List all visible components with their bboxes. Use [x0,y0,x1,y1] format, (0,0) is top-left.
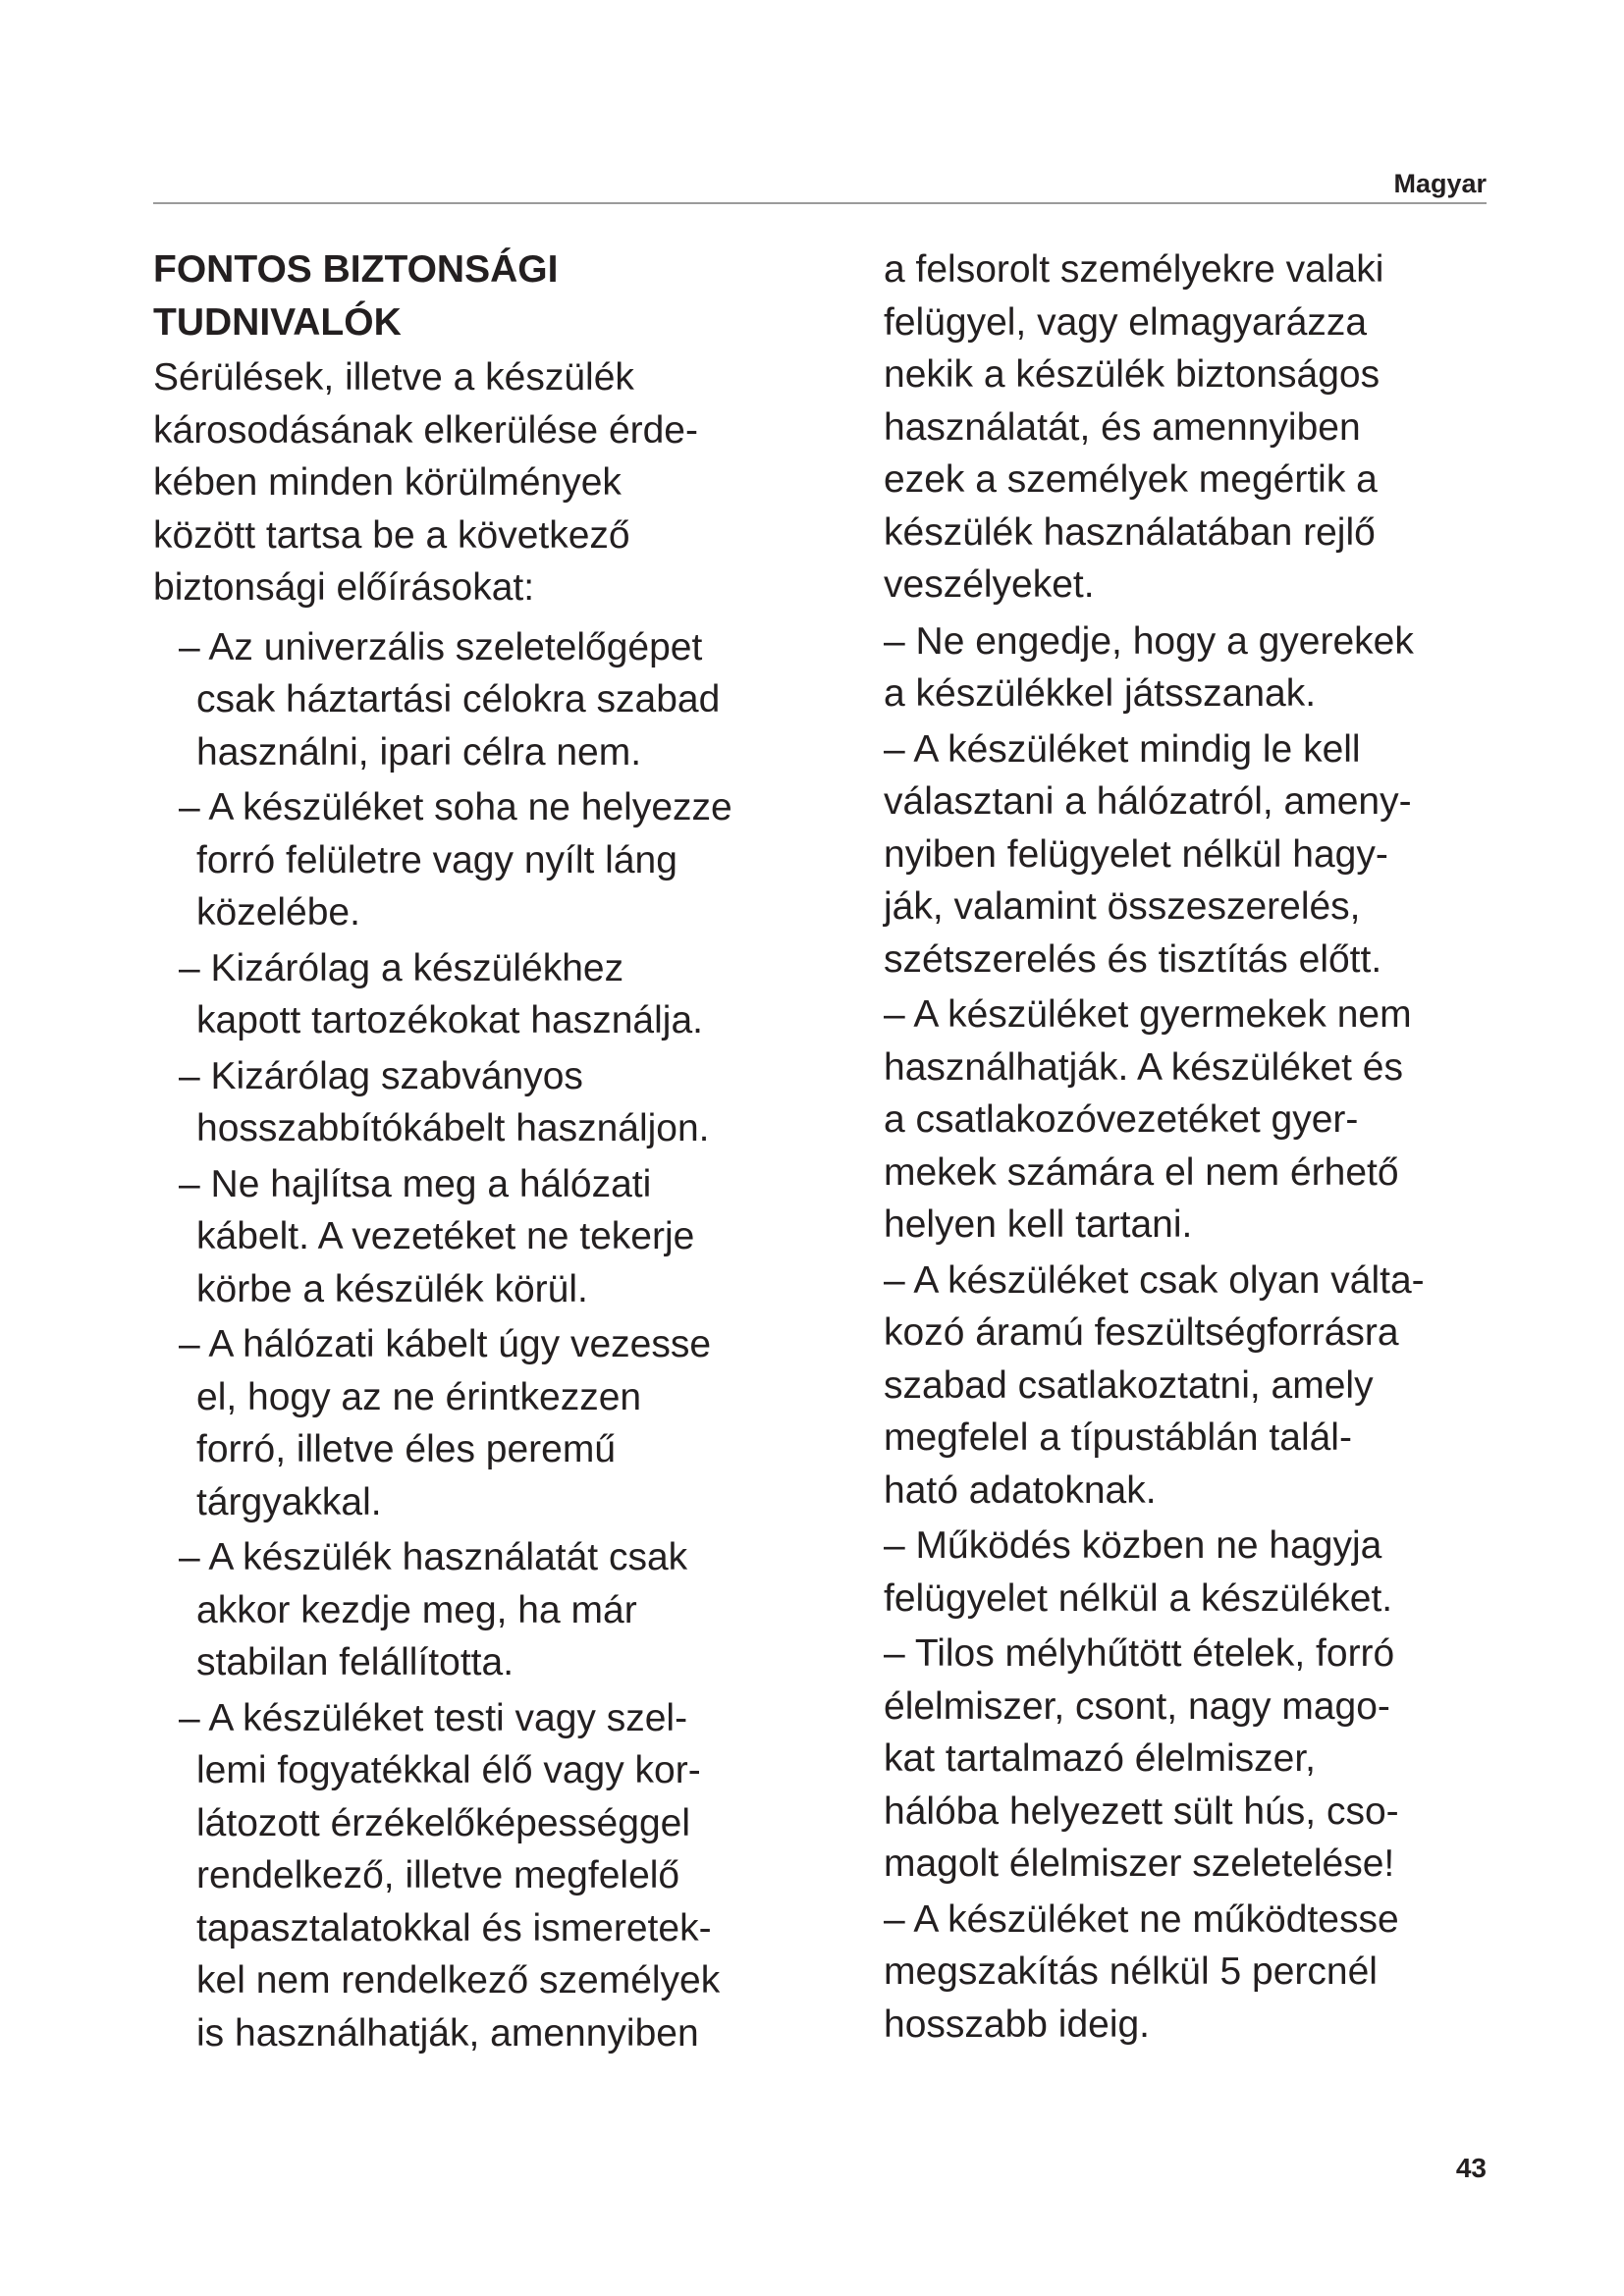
list-item-line: közelébe. [196,891,360,934]
continued-line: veszélyeket. [884,563,1095,606]
list-item-line: akkor kezdje meg, ha már [196,1588,637,1631]
safety-list-right [884,615,1512,2052]
list-item [153,1692,860,2060]
section-title-line: FONTOS BIZTONSÁGI [153,248,559,291]
list-item-line: kel nem rendelkező személyek [196,1959,721,2002]
intro-line: Sérülések, illetve a készülék [153,356,634,399]
section-title-line: TUDNIVALÓK [153,301,402,344]
list-item-line: tapasztalatokkal és ismeretek- [196,1906,712,1949]
list-item-line: magolt élelmiszer szeletelése! [884,1842,1395,1885]
list-item-line: szabad csatlakoztatni, amely [884,1363,1374,1407]
list-item-line: használni, ipari célra nem. [196,730,642,774]
intro-line: kében minden körülmények [153,461,622,504]
list-item-line: forró felületre vagy nyílt láng [196,838,677,881]
list-item [884,988,1512,1252]
header-divider [153,202,1487,204]
right-column [884,243,1512,2054]
list-item-line: kat tartalmazó élelmiszer, [884,1737,1316,1780]
list-item-line: kozó áramú feszültségforrásra [884,1311,1399,1354]
list-item-line: a csatlakozóvezetéket gyer- [884,1098,1359,1141]
page-number: 43 [1455,2153,1487,2183]
list-item-line: rendelkező, illetve megfelelő [196,1854,680,1896]
list-item-line: élelmiszer, csont, nagy mago- [884,1684,1390,1728]
list-item-line: ható adatoknak. [884,1468,1157,1512]
list-item-line: – Működés közben ne hagyja [884,1524,1382,1567]
list-item-line: szétszerelés és tisztítás előtt. [884,937,1382,981]
section-title [153,243,860,349]
list-item-line: – A készülék használatát csak [179,1536,688,1578]
list-item-line: tárgyakkal. [196,1480,382,1523]
list-item-line: kapott tartozékokat használja. [196,999,703,1041]
list-item-line: hálóba helyezett sült hús, cso- [884,1789,1399,1833]
continued-paragraph [884,243,1512,612]
continued-line: használatát, és amennyiben [884,405,1361,449]
continued-line: nekik a készülék biztonságos [884,353,1380,396]
list-item-line: nyiben felügyelet nélkül hagy- [884,832,1388,876]
continued-line: ezek a személyek megértik a [884,458,1378,501]
list-item [884,615,1512,721]
list-item-line: – A készüléket soha ne helyezze [179,786,732,828]
list-item [884,1520,1512,1625]
list-item-line: ják, valamint összeszerelés, [884,885,1361,928]
intro-line: között tartsa be a következő [153,513,630,557]
list-item-line: – Ne engedje, hogy a gyerekek [884,619,1414,663]
continued-line: a felsorolt személyekre valaki [884,248,1384,291]
continued-line: készülék használatában rejlő [884,510,1376,554]
list-item [153,1050,860,1155]
list-item-line: használhatják. A készüléket és [884,1045,1403,1089]
list-item-line: – A készüléket testi vagy szel- [179,1696,688,1739]
left-column [153,243,860,2062]
list-item-line: – Kizárólag szabványos [179,1054,583,1097]
list-item-line: is használhatják, amennyiben [196,2011,699,2055]
list-item [153,1531,860,1689]
list-item-line: – A készüléket csak olyan válta- [884,1258,1425,1302]
list-item-line: körbe a készülék körül. [196,1267,588,1310]
list-item [153,1318,860,1528]
list-item-line: mekek számára el nem érhető [884,1150,1399,1194]
list-item-line: – Az univerzális szeletelőgépet [179,625,703,668]
intro-line: biztonsági előírásokat: [153,566,535,609]
list-item-line: megfelel a típustáblán talál- [884,1416,1352,1459]
list-item-line: lemi fogyatékkal élő vagy kor- [196,1749,701,1791]
list-item-line: felügyelet nélkül a készüléket. [884,1576,1393,1620]
list-item-line: helyen kell tartani. [884,1203,1193,1246]
intro-line: károsodásának elkerülése érde- [153,408,698,452]
list-item-line: – Ne hajlítsa meg a hálózati [179,1162,652,1205]
list-item-line: hosszabb ideig. [884,2002,1151,2046]
page-header [153,169,1487,200]
language-label: Magyar [1393,169,1487,198]
list-item [884,723,1512,987]
list-item-line: – A készüléket ne működtesse [884,1897,1399,1941]
intro-paragraph [153,351,860,614]
list-item [153,781,860,939]
list-item-line: csak háztartási célokra szabad [196,678,721,721]
list-item [153,1158,860,1316]
list-item-line: megszakítás nélkül 5 percnél [884,1950,1378,1993]
list-item-line: – A készüléket mindig le kell [884,727,1361,771]
list-item-line: látozott érzékelőképességgel [196,1801,690,1844]
list-item-line: – Kizárólag a készülékhez [179,946,624,989]
list-item [153,621,860,779]
list-item-line: kábelt. A vezetéket ne tekerje [196,1215,695,1257]
list-item [884,1628,1512,1891]
list-item [153,942,860,1047]
list-item-line: stabilan felállította. [196,1641,514,1683]
list-item [884,1894,1512,2052]
list-item-line: választani a hálózatról, ameny- [884,780,1412,823]
list-item-line: – A hálózati kábelt úgy vezesse [179,1323,712,1365]
list-item-line: – Tilos mélyhűtött ételek, forró [884,1632,1395,1675]
list-item [884,1255,1512,1518]
list-item-line: a készülékkel játsszanak. [884,672,1317,715]
continued-line: felügyel, vagy elmagyarázza [884,300,1368,344]
list-item-line: forró, illetve éles peremű [196,1428,617,1470]
safety-list-left [153,621,860,2060]
list-item-line: el, hogy az ne érintkezzen [196,1375,642,1418]
list-item-line: hosszabbítókábelt használjon. [196,1107,710,1149]
list-item-line: – A készüléket gyermekek nem [884,993,1412,1036]
